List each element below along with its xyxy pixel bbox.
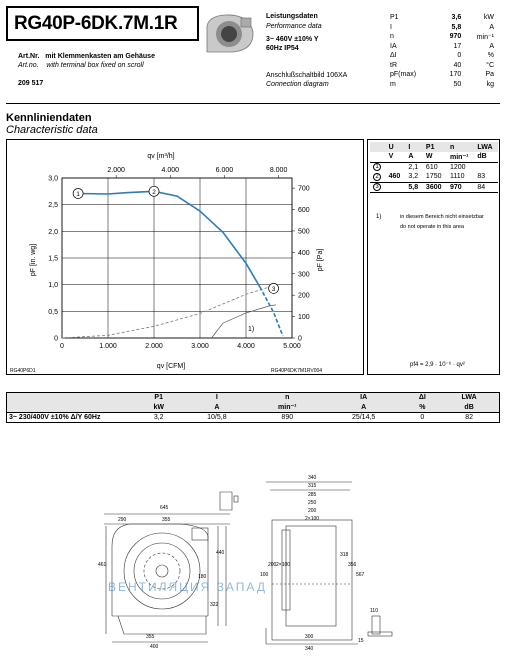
- dim-340-top: 340: [308, 475, 317, 481]
- watermark: ВЕНТИЛЯЦИЯ ЗАПАД: [108, 580, 267, 594]
- operating-point-label: 1: [76, 190, 80, 198]
- dim-315: 315: [308, 483, 317, 489]
- dim-300: 300: [305, 634, 314, 640]
- dim-285: 285: [308, 492, 317, 498]
- dim-355-top: 355: [162, 517, 171, 523]
- x-tick-label: 3.000: [191, 343, 209, 350]
- artnr-en: Art.no. with terminal box fixed on scroll: [18, 62, 144, 69]
- y-right-tick-label: 500: [298, 228, 310, 236]
- dim-250: 250: [308, 500, 317, 506]
- perf-title-en: Performance data: [266, 23, 322, 30]
- dim-645: 645: [160, 505, 169, 511]
- dim-322: 322: [210, 602, 219, 608]
- dim-180: 180: [198, 574, 207, 580]
- y-left-label: pF [in. wg]: [30, 243, 37, 277]
- y-right-tick-label: 400: [298, 249, 310, 257]
- bracket-detail: [220, 492, 238, 510]
- top-axis-ticks: [107, 167, 287, 178]
- x-axis-ticks: [60, 343, 301, 350]
- operating-points-table: U I P1 n LWA V A W min⁻¹ dB 1 2,1 610 1200 2 460 3,2 1750 1110 83 3 5,8 3600 970 84: [370, 142, 498, 193]
- y-right-tick-label: 200: [298, 292, 310, 300]
- top-tick-label: 8.000: [269, 167, 288, 174]
- y-right-tick-label: 600: [298, 207, 310, 215]
- dim-200-top: 200: [308, 508, 317, 514]
- dim-355: 355: [146, 634, 155, 640]
- diagram-en: Connection diagram: [266, 81, 329, 88]
- chart-curves: [62, 188, 283, 338]
- header-divider: [6, 103, 500, 104]
- dim-461: 461: [98, 562, 107, 568]
- marker-2-icon: 2: [373, 173, 381, 181]
- fan-product-image: [203, 12, 257, 54]
- voltage-label: 3~ 460V ±10% Y: [266, 36, 319, 43]
- y-left-tick-label: 2,0: [48, 228, 58, 236]
- footnote-en: do not operate in this area: [400, 224, 464, 230]
- y-right-tick-label: 300: [298, 271, 310, 279]
- section-title-de: Kennliniendaten: [6, 112, 92, 124]
- ratings-table: P1 I n IA ΔI LWA kW A min⁻¹ A % dB 3~ 230/400V ±10% Δ/Y 60Hz 3,2 10/5,8 890 25/14,5 0 82: [6, 392, 500, 423]
- y-right-label: pF [Pa]: [317, 248, 324, 272]
- y-right-tick-label: 0: [298, 335, 302, 343]
- top-axis-label: qv [m³/h]: [147, 153, 175, 160]
- operating-point-label: 3: [271, 285, 276, 293]
- fan-curve: [78, 188, 260, 286]
- x-tick-label: 0: [60, 343, 64, 350]
- artnr-de: Art.Nr. mit Klemmenkasten am Gehäuse: [18, 53, 155, 60]
- system-curve: [62, 286, 274, 338]
- model-title-box: [6, 6, 199, 41]
- y-left-tick-label: 0: [54, 335, 58, 343]
- x-axis-label: qv [CFM]: [156, 363, 186, 370]
- chart-code-right: RG40P6DK7M1RV004: [271, 368, 323, 374]
- operating-point-label: 2: [152, 188, 156, 196]
- top-tick-label: 2.000: [107, 167, 125, 174]
- diagram-de: Anschlußschaltbild 106XA: [266, 72, 348, 79]
- freq-ip-label: 60Hz IP54: [266, 45, 299, 52]
- perf-title-de: Leistungsdaten: [266, 13, 318, 20]
- x-tick-label: 2.000: [145, 343, 163, 350]
- chart-markers: [73, 186, 279, 293]
- footnote-de: in diesem Bereich nicht einsetzbar: [400, 214, 484, 220]
- dim-400: 400: [150, 644, 159, 650]
- dim-200-side: 200: [268, 562, 277, 568]
- y-right-ticks: [292, 186, 310, 343]
- top-tick-label: 4.000: [161, 167, 180, 174]
- dim-2x100-side: 2×100: [276, 562, 291, 568]
- footnote-mark: 1): [376, 214, 382, 220]
- dim-110: 110: [370, 608, 378, 614]
- limit-annotation: 1): [248, 326, 255, 333]
- y-left-tick-label: 2,5: [48, 202, 58, 210]
- foot-detail: [368, 616, 392, 636]
- front-view: [104, 514, 230, 642]
- dim-290: 290: [118, 517, 127, 523]
- dim-356: 356: [348, 562, 357, 568]
- model-title: RG40P-6DK.7M.1R: [14, 12, 178, 34]
- y-left-tick-label: 0,5: [48, 308, 58, 316]
- limit-curve: [212, 305, 276, 338]
- marker-3-icon: 3: [373, 183, 381, 191]
- dim-318: 318: [340, 552, 349, 558]
- formula: pf4 = 2,9 · 10⁻⁶ · qv²: [410, 362, 465, 368]
- x-tick-label: 1.000: [99, 343, 117, 350]
- chart-grid: [62, 178, 292, 338]
- section-title-en: Characteristic data: [6, 124, 98, 136]
- dimension-drawing: [90, 466, 420, 652]
- perf-table: P1 3,6 kW I 5,8 A n 970 min⁻¹ IA 17 A ΔI 0 % tR 40 °C pF(max) 170 Pa m 50 kg: [390, 14, 494, 88]
- y-left-tick-label: 1,5: [48, 255, 58, 263]
- dim-440: 440: [216, 550, 225, 556]
- top-tick-label: 6.000: [215, 167, 234, 174]
- marker-1-icon: 1: [373, 163, 381, 171]
- artnr-number: 209 517: [18, 80, 44, 87]
- chart-code-left: RG40P6D1: [10, 368, 36, 374]
- y-left-ticks: [48, 176, 58, 343]
- x-tick-label: 4.000: [237, 343, 255, 350]
- dim-15: 15: [358, 638, 364, 644]
- y-right-tick-label: 700: [298, 185, 310, 193]
- dim-100: 100: [260, 572, 269, 578]
- dim-2x100-top: 2×100: [305, 516, 320, 522]
- y-left-tick-label: 1,0: [48, 282, 58, 290]
- y-left-tick-label: 3,0: [48, 175, 58, 183]
- x-tick-label: 5.000: [283, 343, 301, 350]
- y-right-tick-label: 100: [298, 314, 310, 322]
- characteristic-chart: [6, 139, 364, 375]
- dim-567: 567: [356, 572, 365, 578]
- dim-340-bottom: 340: [305, 646, 314, 652]
